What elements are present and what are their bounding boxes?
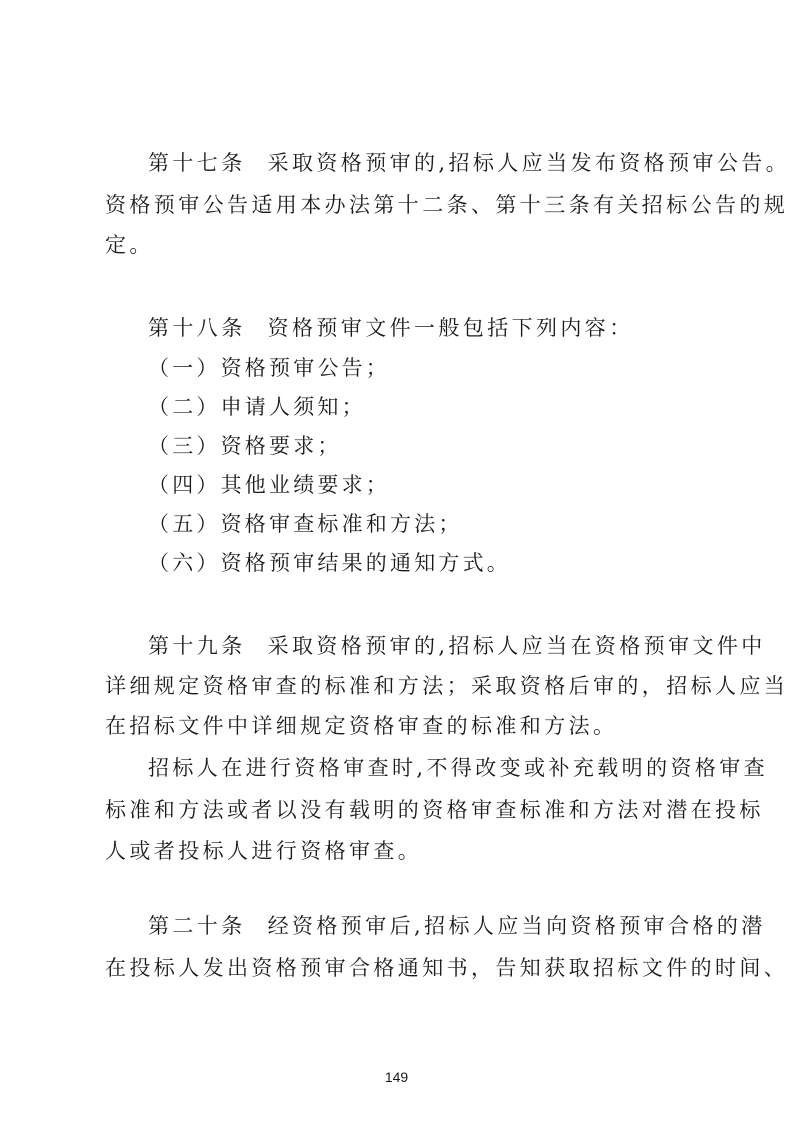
article-17-line-3: 定。 — [105, 233, 154, 257]
article-18-item-3: （三）资格要求； — [148, 434, 342, 458]
page-number: 149 — [384, 1069, 409, 1085]
article-18-item-2: （二）申请人须知； — [148, 395, 366, 419]
article-17-number: 第十七条 — [148, 151, 246, 175]
article-19-text: 采取资格预审的,招标人应当在资格预审文件中 — [267, 634, 766, 658]
article-17-line-1 — [148, 150, 790, 176]
article-19-para2-line-2: 标准和方法或者以没有载明的资格审查标准和方法对潜在投标 — [105, 798, 764, 822]
article-19-para2-line-1: 招标人在进行资格审查时,不得改变或补充载明的资格审查 — [148, 756, 769, 780]
article-20-number: 第二十条 — [148, 914, 246, 938]
article-17-text: 采取资格预审的,招标人应当发布资格预审公告。 — [267, 151, 791, 175]
article-19-line-1 — [148, 633, 766, 659]
article-18-item-5: （五）资格审查标准和方法； — [148, 512, 463, 536]
article-17-line-2: 资格预审公告适用本办法第十二条、第十三条有关招标公告的规 — [105, 193, 789, 217]
article-18-line-1 — [148, 315, 634, 341]
article-18-intro: 资格预审文件一般包括下列内容： — [267, 316, 634, 340]
article-18-number: 第十八条 — [148, 316, 246, 340]
article-18-item-4: （四）其他业绩要求； — [148, 473, 390, 497]
article-19-number: 第十九条 — [148, 634, 246, 658]
article-18-item-1: （一）资格预审公告； — [148, 356, 390, 380]
article-18-item-6: （六）资格预审结果的通知方式。 — [148, 551, 511, 575]
article-19-line-3: 在招标文件中详细规定资格审查的标准和方法。 — [105, 714, 618, 738]
article-19-line-2: 详细规定资格审查的标准和方法；采取资格后审的，招标人应当 — [105, 674, 789, 698]
article-19-para2-line-3: 人或者投标人进行资格审查。 — [105, 839, 423, 863]
article-20-line-1 — [148, 913, 766, 939]
article-20-text: 经资格预审后,招标人应当向资格预审合格的潜 — [267, 914, 766, 938]
article-20-line-2: 在投标人发出资格预审合格通知书，告知获取招标文件的时间、 — [105, 956, 789, 980]
